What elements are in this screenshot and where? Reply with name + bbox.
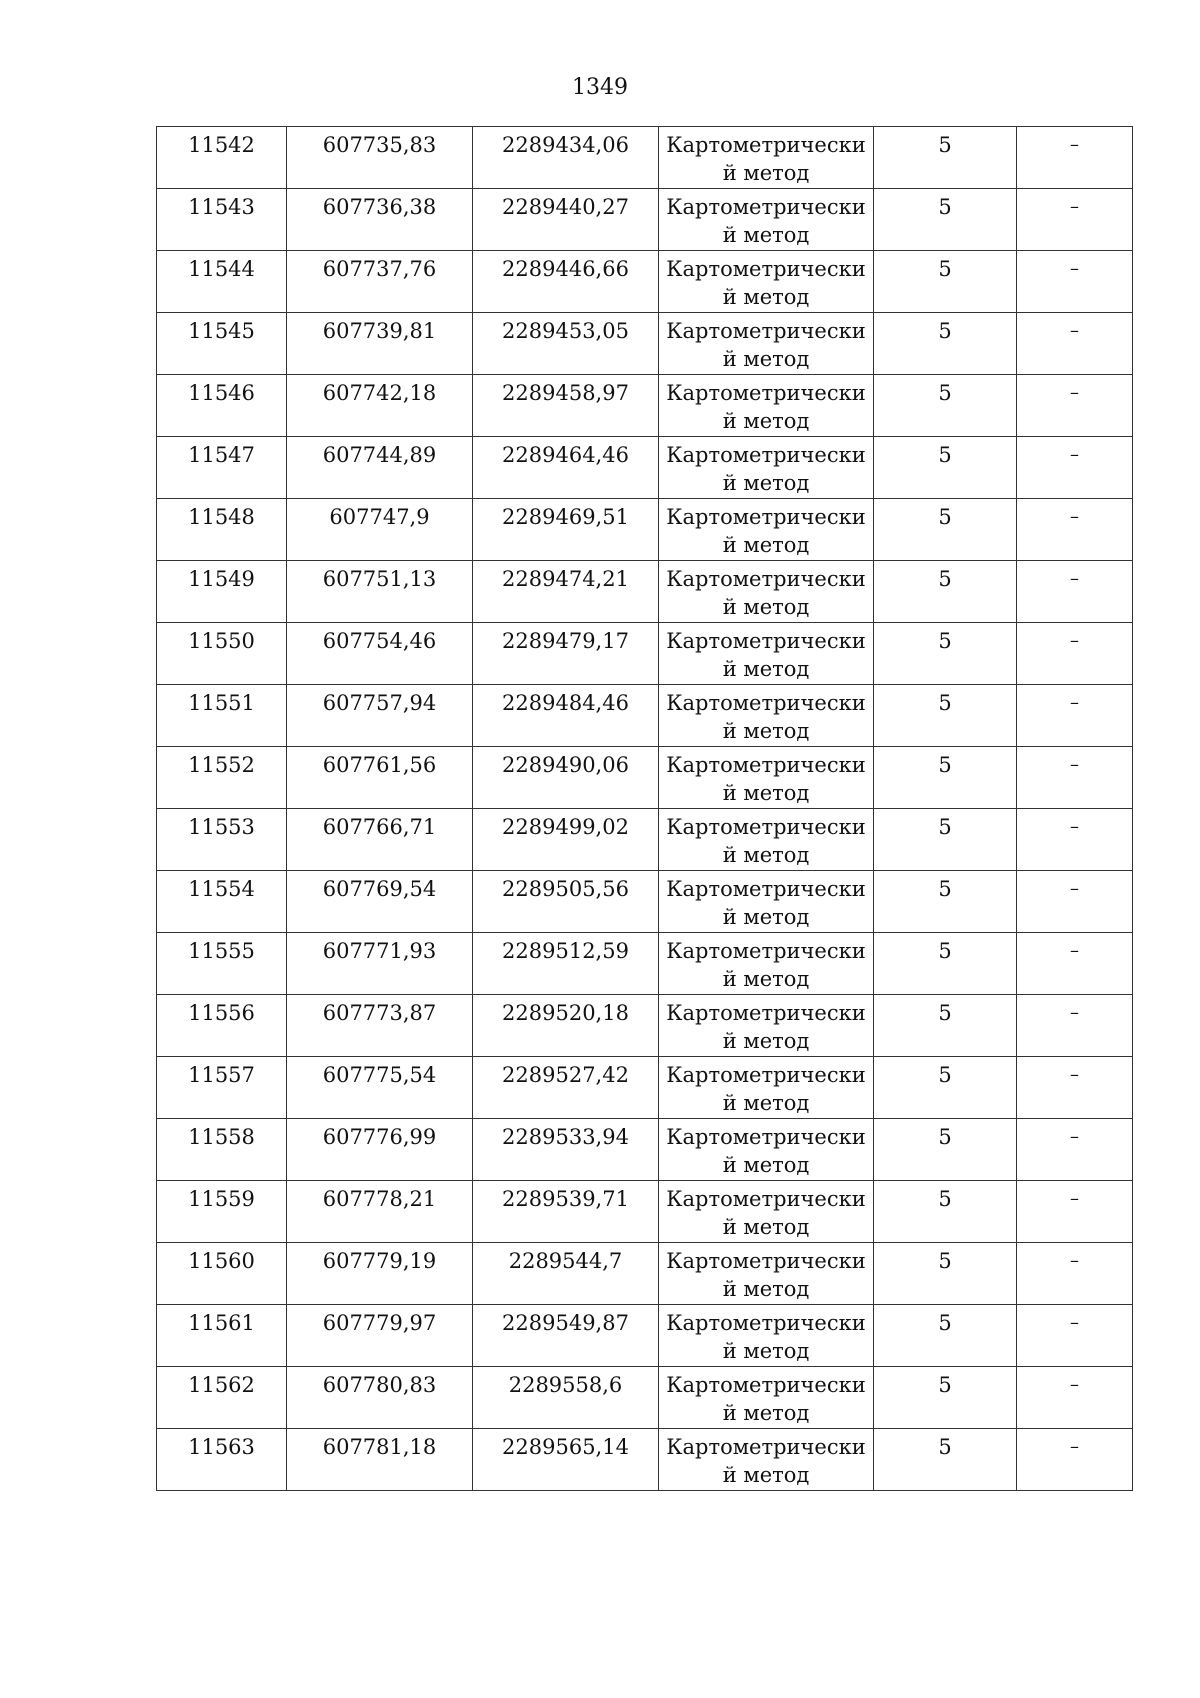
point-number-cell: 11560 (157, 1243, 287, 1305)
x-coordinate-cell: 607779,19 (287, 1243, 473, 1305)
note-cell: – (1017, 1243, 1133, 1305)
x-coordinate-cell: 607737,76 (287, 251, 473, 313)
accuracy-cell: 5 (874, 313, 1017, 375)
x-coordinate-cell: 607776,99 (287, 1119, 473, 1181)
y-coordinate-cell: 2289499,02 (473, 809, 659, 871)
y-coordinate-cell: 2289533,94 (473, 1119, 659, 1181)
y-coordinate-cell: 2289434,06 (473, 127, 659, 189)
accuracy-cell: 5 (874, 1367, 1017, 1429)
point-number-cell: 11549 (157, 561, 287, 623)
table-row (157, 313, 1133, 375)
method-cell: Картометрически й метод (659, 1181, 874, 1243)
table-row (157, 189, 1133, 251)
y-coordinate-cell: 2289453,05 (473, 313, 659, 375)
y-coordinate-cell: 2289440,27 (473, 189, 659, 251)
table-row (157, 561, 1133, 623)
method-cell: Картометрически й метод (659, 1429, 874, 1491)
method-cell: Картометрически й метод (659, 437, 874, 499)
point-number-cell: 11562 (157, 1367, 287, 1429)
y-coordinate-cell: 2289446,66 (473, 251, 659, 313)
x-coordinate-cell: 607766,71 (287, 809, 473, 871)
x-coordinate-cell: 607754,46 (287, 623, 473, 685)
accuracy-cell: 5 (874, 995, 1017, 1057)
table-row (157, 809, 1133, 871)
y-coordinate-cell: 2289520,18 (473, 995, 659, 1057)
point-number-cell: 11546 (157, 375, 287, 437)
y-coordinate-cell: 2289558,6 (473, 1367, 659, 1429)
x-coordinate-cell: 607742,18 (287, 375, 473, 437)
page-number: 1349 (572, 75, 628, 100)
table-row (157, 251, 1133, 313)
point-number-cell: 11556 (157, 995, 287, 1057)
table-row (157, 1119, 1133, 1181)
note-cell: – (1017, 437, 1133, 499)
y-coordinate-cell: 2289505,56 (473, 871, 659, 933)
table-row (157, 1181, 1133, 1243)
note-cell: – (1017, 1181, 1133, 1243)
method-cell: Картометрически й метод (659, 251, 874, 313)
y-coordinate-cell: 2289469,51 (473, 499, 659, 561)
x-coordinate-cell: 607739,81 (287, 313, 473, 375)
method-cell: Картометрически й метод (659, 1057, 874, 1119)
note-cell: – (1017, 1057, 1133, 1119)
note-cell: – (1017, 1119, 1133, 1181)
x-coordinate-cell: 607781,18 (287, 1429, 473, 1491)
table-row (157, 1057, 1133, 1119)
table-body (157, 127, 1133, 1491)
y-coordinate-cell: 2289474,21 (473, 561, 659, 623)
point-number-cell: 11550 (157, 623, 287, 685)
method-cell: Картометрически й метод (659, 561, 874, 623)
x-coordinate-cell: 607761,56 (287, 747, 473, 809)
note-cell: – (1017, 933, 1133, 995)
method-cell: Картометрически й метод (659, 871, 874, 933)
note-cell: – (1017, 623, 1133, 685)
method-cell: Картометрически й метод (659, 1119, 874, 1181)
table-row (157, 623, 1133, 685)
point-number-cell: 11558 (157, 1119, 287, 1181)
table-row (157, 933, 1133, 995)
table-row (157, 499, 1133, 561)
y-coordinate-cell: 2289544,7 (473, 1243, 659, 1305)
y-coordinate-cell: 2289549,87 (473, 1305, 659, 1367)
accuracy-cell: 5 (874, 871, 1017, 933)
method-cell: Картометрически й метод (659, 809, 874, 871)
y-coordinate-cell: 2289479,17 (473, 623, 659, 685)
table-row (157, 747, 1133, 809)
x-coordinate-cell: 607778,21 (287, 1181, 473, 1243)
point-number-cell: 11544 (157, 251, 287, 313)
accuracy-cell: 5 (874, 1429, 1017, 1491)
accuracy-cell: 5 (874, 933, 1017, 995)
method-cell: Картометрически й метод (659, 313, 874, 375)
coordinates-table (156, 126, 1133, 1491)
accuracy-cell: 5 (874, 437, 1017, 499)
point-number-cell: 11559 (157, 1181, 287, 1243)
method-cell: Картометрически й метод (659, 1367, 874, 1429)
table-row (157, 685, 1133, 747)
accuracy-cell: 5 (874, 623, 1017, 685)
point-number-cell: 11551 (157, 685, 287, 747)
table-row (157, 995, 1133, 1057)
note-cell: – (1017, 313, 1133, 375)
method-cell: Картометрически й метод (659, 1305, 874, 1367)
point-number-cell: 11563 (157, 1429, 287, 1491)
y-coordinate-cell: 2289565,14 (473, 1429, 659, 1491)
table-row (157, 375, 1133, 437)
point-number-cell: 11561 (157, 1305, 287, 1367)
note-cell: – (1017, 871, 1133, 933)
point-number-cell: 11553 (157, 809, 287, 871)
point-number-cell: 11557 (157, 1057, 287, 1119)
accuracy-cell: 5 (874, 809, 1017, 871)
accuracy-cell: 5 (874, 499, 1017, 561)
accuracy-cell: 5 (874, 685, 1017, 747)
note-cell: – (1017, 375, 1133, 437)
x-coordinate-cell: 607780,83 (287, 1367, 473, 1429)
x-coordinate-cell: 607736,38 (287, 189, 473, 251)
accuracy-cell: 5 (874, 747, 1017, 809)
y-coordinate-cell: 2289464,46 (473, 437, 659, 499)
x-coordinate-cell: 607773,87 (287, 995, 473, 1057)
x-coordinate-cell: 607771,93 (287, 933, 473, 995)
note-cell: – (1017, 561, 1133, 623)
x-coordinate-cell: 607751,13 (287, 561, 473, 623)
method-cell: Картометрически й метод (659, 189, 874, 251)
method-cell: Картометрически й метод (659, 623, 874, 685)
point-number-cell: 11547 (157, 437, 287, 499)
point-number-cell: 11554 (157, 871, 287, 933)
accuracy-cell: 5 (874, 375, 1017, 437)
table-row (157, 437, 1133, 499)
table-row (157, 1305, 1133, 1367)
note-cell: – (1017, 685, 1133, 747)
note-cell: – (1017, 127, 1133, 189)
method-cell: Картометрически й метод (659, 685, 874, 747)
x-coordinate-cell: 607757,94 (287, 685, 473, 747)
note-cell: – (1017, 1367, 1133, 1429)
accuracy-cell: 5 (874, 251, 1017, 313)
x-coordinate-cell: 607735,83 (287, 127, 473, 189)
accuracy-cell: 5 (874, 1305, 1017, 1367)
note-cell: – (1017, 499, 1133, 561)
x-coordinate-cell: 607744,89 (287, 437, 473, 499)
y-coordinate-cell: 2289512,59 (473, 933, 659, 995)
accuracy-cell: 5 (874, 561, 1017, 623)
note-cell: – (1017, 995, 1133, 1057)
point-number-cell: 11545 (157, 313, 287, 375)
note-cell: – (1017, 251, 1133, 313)
method-cell: Картометрически й метод (659, 995, 874, 1057)
method-cell: Картометрически й метод (659, 499, 874, 561)
accuracy-cell: 5 (874, 1181, 1017, 1243)
method-cell: Картометрически й метод (659, 747, 874, 809)
accuracy-cell: 5 (874, 189, 1017, 251)
table-row (157, 127, 1133, 189)
accuracy-cell: 5 (874, 1119, 1017, 1181)
point-number-cell: 11555 (157, 933, 287, 995)
method-cell: Картометрически й метод (659, 127, 874, 189)
point-number-cell: 11548 (157, 499, 287, 561)
point-number-cell: 11552 (157, 747, 287, 809)
y-coordinate-cell: 2289527,42 (473, 1057, 659, 1119)
y-coordinate-cell: 2289539,71 (473, 1181, 659, 1243)
y-coordinate-cell: 2289484,46 (473, 685, 659, 747)
point-number-cell: 11542 (157, 127, 287, 189)
method-cell: Картометрически й метод (659, 933, 874, 995)
note-cell: – (1017, 747, 1133, 809)
note-cell: – (1017, 1305, 1133, 1367)
accuracy-cell: 5 (874, 1057, 1017, 1119)
table-row (157, 1367, 1133, 1429)
note-cell: – (1017, 809, 1133, 871)
table-row (157, 1429, 1133, 1491)
accuracy-cell: 5 (874, 1243, 1017, 1305)
accuracy-cell: 5 (874, 127, 1017, 189)
method-cell: Картометрически й метод (659, 1243, 874, 1305)
x-coordinate-cell: 607747,9 (287, 499, 473, 561)
note-cell: – (1017, 189, 1133, 251)
y-coordinate-cell: 2289458,97 (473, 375, 659, 437)
point-number-cell: 11543 (157, 189, 287, 251)
x-coordinate-cell: 607779,97 (287, 1305, 473, 1367)
note-cell: – (1017, 1429, 1133, 1491)
y-coordinate-cell: 2289490,06 (473, 747, 659, 809)
method-cell: Картометрически й метод (659, 375, 874, 437)
x-coordinate-cell: 607775,54 (287, 1057, 473, 1119)
table-row (157, 1243, 1133, 1305)
table-row (157, 871, 1133, 933)
x-coordinate-cell: 607769,54 (287, 871, 473, 933)
